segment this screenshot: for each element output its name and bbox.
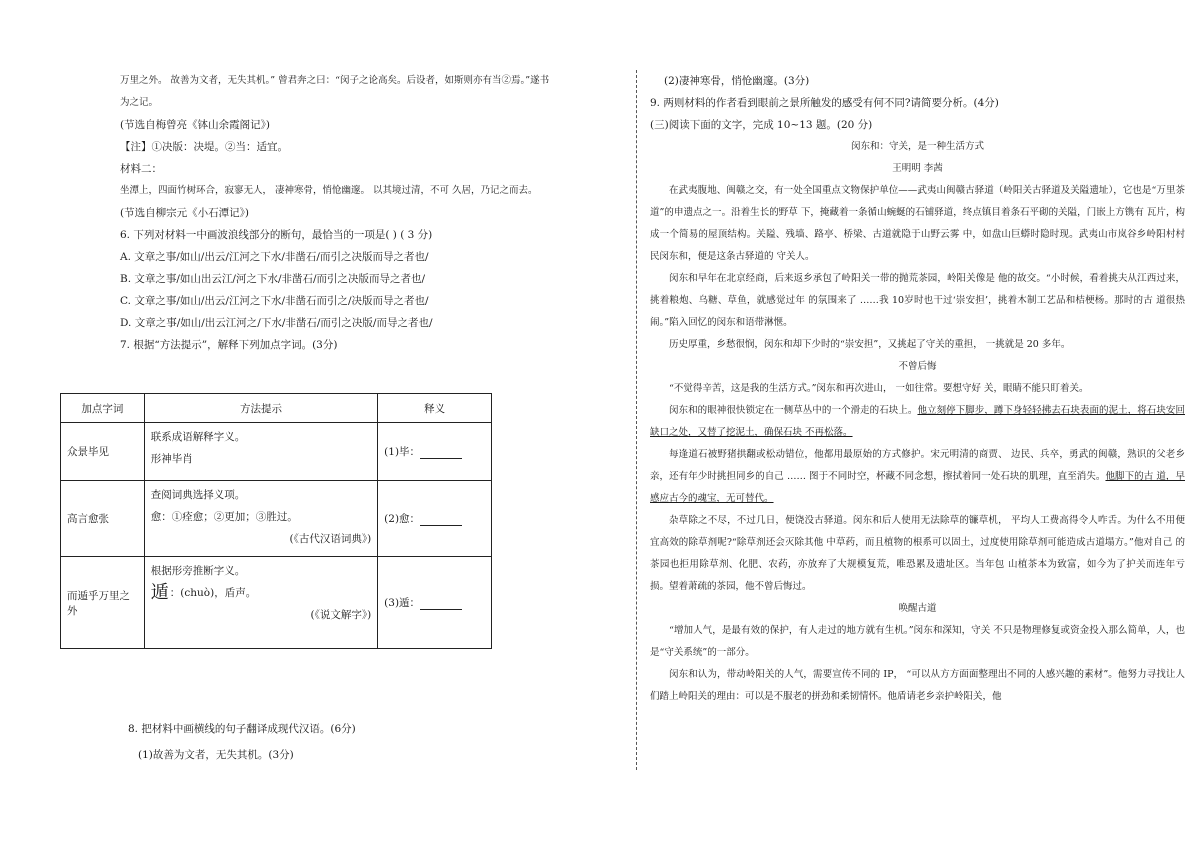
table-hint <box>144 557 377 649</box>
hint-line: 查阅词典选择义项。 <box>150 489 246 501</box>
source-line: (节选自柳宗元《小石潭记》) <box>120 207 249 219</box>
table-word: 高言愈张 <box>61 481 145 557</box>
hint-line: 形神毕肖 <box>150 453 193 465</box>
underlined-sentence: 他立刻停下脚步，蹲下身轻轻拂去石块表面的泥土，将石块安回缺口之处，又替了挖泥土，确保石块 不再松落。 <box>650 405 1185 438</box>
option-a: A. 文章之事/如山/出云/江河之下水/非凿石/而引之决版而导之者也/ <box>120 251 429 263</box>
section-3-heading: (三)阅读下面的文字，完成 10~13 题。(20 分) <box>650 119 873 131</box>
question-8-1: (1)故善为文者，无失其机。(3分) <box>138 749 294 761</box>
material-label: 材料二： <box>120 163 162 175</box>
note-line: 【注】①决版：决堤。②当：适宜。 <box>120 141 288 153</box>
article-paragraph: 闵东和的眼神很快锁定在一侧草丛中的一个滑走的石块上。他立刻停下脚步，蹲下身轻轻拂去石块表面的泥土，将石块安回缺口之处，又替了挖泥土，确保石块 不再松落。 <box>650 405 1185 438</box>
article-paragraph: 每逢道石被野猪拱翻或松动错位，他都用最原始的方式修护。宋元明清的商贾、 边民、兵卒，勇武的闽赣，熟识的父老乡亲，还有年少时挑担同乡的自己 …… 图于不同时空，杯藏不同念想，擦拭着同一处石块的肌理，直至消失。他脚下的古 道，早感应古今的魂宝，无可替代。 <box>650 449 1185 504</box>
table-answer[interactable]: (2)愈： <box>378 481 492 557</box>
text-line: 坐潭上，四面竹树环合，寂寥无人， 凄神寒骨，悄怆幽邃。 以其境过清，不可 久居，乃记之而去。 <box>120 185 538 196</box>
article-paragraph: 杂草除之不尽，不过几日，便饶没古驿道。闵东和后人使用无法除草的镰草机， 平均人工费高得令人咋舌。为什么不用便宜高效的除草剂呢?“除草剂还会灭除其他 中草药，而且植物的根系可以固土，过度使用除草剂可能造成古道塌方。”他对自己 的茶园也拒用除草剂、化肥、农药，亦放弃了大规模复荒，唯恐累及遗址区。当年包 山植茶本为致富，如今为了护关而连年亏损。望着萧疏的茶园，他不曾后悔过。 <box>650 515 1185 592</box>
hint-source: (《说文解字》) <box>310 609 372 621</box>
table-row <box>61 481 492 557</box>
method-table <box>60 393 492 649</box>
question-8: 8. 把材料中画横线的句子翻译成现代汉语。(6分) <box>128 723 356 735</box>
hint-line: 根据形旁推断字义。 <box>150 565 246 577</box>
table-word: 而遁乎万里之外 <box>61 557 145 649</box>
table-word: 众景毕见 <box>61 423 145 481</box>
subheading: 不曾后悔 <box>898 361 937 372</box>
underlined-sentence: 他脚下的古 道，早感应古今的魂宝，无可替代。 <box>650 471 1185 504</box>
option-c: C. 文章之事/如山/出云/江河之下水/非凿石而引之/决版而导之者也/ <box>120 295 429 307</box>
option-b: B. 文章之事/如山出云江/河之下水/非凿石/而引之决版而导之者也/ <box>120 273 426 285</box>
article-authors: 王明明 李茜 <box>892 163 943 174</box>
option-d: D. 文章之事/如山/出云江河之/下水/非凿石/而引之决版/而导之者也/ <box>120 317 433 329</box>
hint-source: (《古代汉语词典》) <box>289 533 372 545</box>
article-paragraph: “不觉得辛苦，这是我的生活方式。”闵东和再次进山， 一如往常。要想守好 关，眼睛不能只盯着关。 <box>669 383 1089 394</box>
table-header: 方法提示 <box>144 394 377 423</box>
article-paragraph: 在武夷腹地、闽赣之交，有一处全国重点文物保护单位——武夷山闽赣古驿道（岭阳关古驿道及关隘遗址），它也是“万里茶道”的申遗点之一。沿着生长的野草 下，掩藏着一条循山蜿蜒的石铺驿道，终点镇目着条石平砌的关隘，门嵌上方镌有 瓦片，构成一个简易的屋顶结构。关隘、残墙、路亭、桥梁、古道就隐于山野云雾 中，如盘山巨蟒时隐时现。武夷山市岚谷乡岭阳村村民闵东和，便是这条古驿道的 守关人。 <box>650 185 1185 262</box>
hint-line: 联系成语解释字义。 <box>150 431 246 443</box>
right-column <box>650 70 1185 708</box>
left-column <box>120 70 620 356</box>
column-divider <box>636 70 637 770</box>
table-answer[interactable]: (3)遁： <box>378 557 492 649</box>
article-paragraph: 闵东和早年在北京经商，后来返乡承包了岭阳关一带的抛荒茶园，岭阳关像是 他的故交。“小时候，看着挑夫从江西过来，挑着粮炮、乌糖、草鱼，就感觉过年 的氛围来了 ……我 10岁时也干过‘崇安担’，挑着木制工艺品和桔梗杨。那时的古 道很热闹。”陷入回忆的闵东和语带淋惬。 <box>650 273 1185 328</box>
article-paragraph: 历史厚重，乡愁很悯，闵东和却下少时的“崇安担”，又挑起了守关的重担， 一挑就是 20 多年。 <box>669 339 1071 350</box>
table-hint <box>144 423 377 481</box>
question-8-2: (2)凄神寒骨，悄怆幽邃。(3分) <box>664 75 810 87</box>
question-9: 9. 两则材料的作者看到眼前之景所触发的感受有何不同?请简要分析。(4分) <box>650 97 999 109</box>
table-answer[interactable]: (1)毕： <box>378 423 492 481</box>
article-paragraph: 闵东和认为，带动岭阳关的人气，需要宣传不同的 IP， “可以从方方面面整理出不同的人感兴趣的素材”。他努力寻找让人们踏上岭阳关的理由：可以是不服老的拼劲和柔韧情怀。他盾请老乡亲护岭阳关，他 <box>650 669 1185 702</box>
subheading: 唤醒古道 <box>898 603 937 614</box>
question-7: 7. 根据“方法提示”，解释下列加点字词。(3分) <box>120 339 338 351</box>
question-8-block <box>128 718 356 766</box>
hint-line: 遁：(chuò)，盾声。 <box>150 582 257 603</box>
seal-script-glyph-icon: 遁 <box>150 582 169 603</box>
table-row <box>61 423 492 481</box>
source-line: (节选自梅曾亮《钵山余霞阁记》) <box>120 119 270 131</box>
table-header: 释义 <box>378 394 492 423</box>
table-header: 加点字词 <box>61 394 145 423</box>
table-header-row <box>61 394 492 423</box>
article-title: 闵东和：守关，是一种生活方式 <box>850 141 984 152</box>
table-hint <box>144 481 377 557</box>
text-line: 万里之外。 故善为文者，无失其机。” 曾君奔之曰：“闵子之论高矣。后设者，如斯则亦有当②焉。”遂书 <box>120 75 550 86</box>
table-row <box>61 557 492 649</box>
hint-line: 愈：①痊愈；②更加；③胜过。 <box>150 511 298 523</box>
article-paragraph: “增加人气，是最有效的保护，有人走过的地方就有生机。”闵东和深知，守关 不只是物理修复或资金投入那么简单，人，也是“守关系统”的一部分。 <box>650 625 1185 658</box>
question-6: 6. 下列对材料一中画波浪线部分的断句，最恰当的一项是( ) ( 3 分) <box>120 229 433 241</box>
text-line: 为之记。 <box>120 97 159 108</box>
